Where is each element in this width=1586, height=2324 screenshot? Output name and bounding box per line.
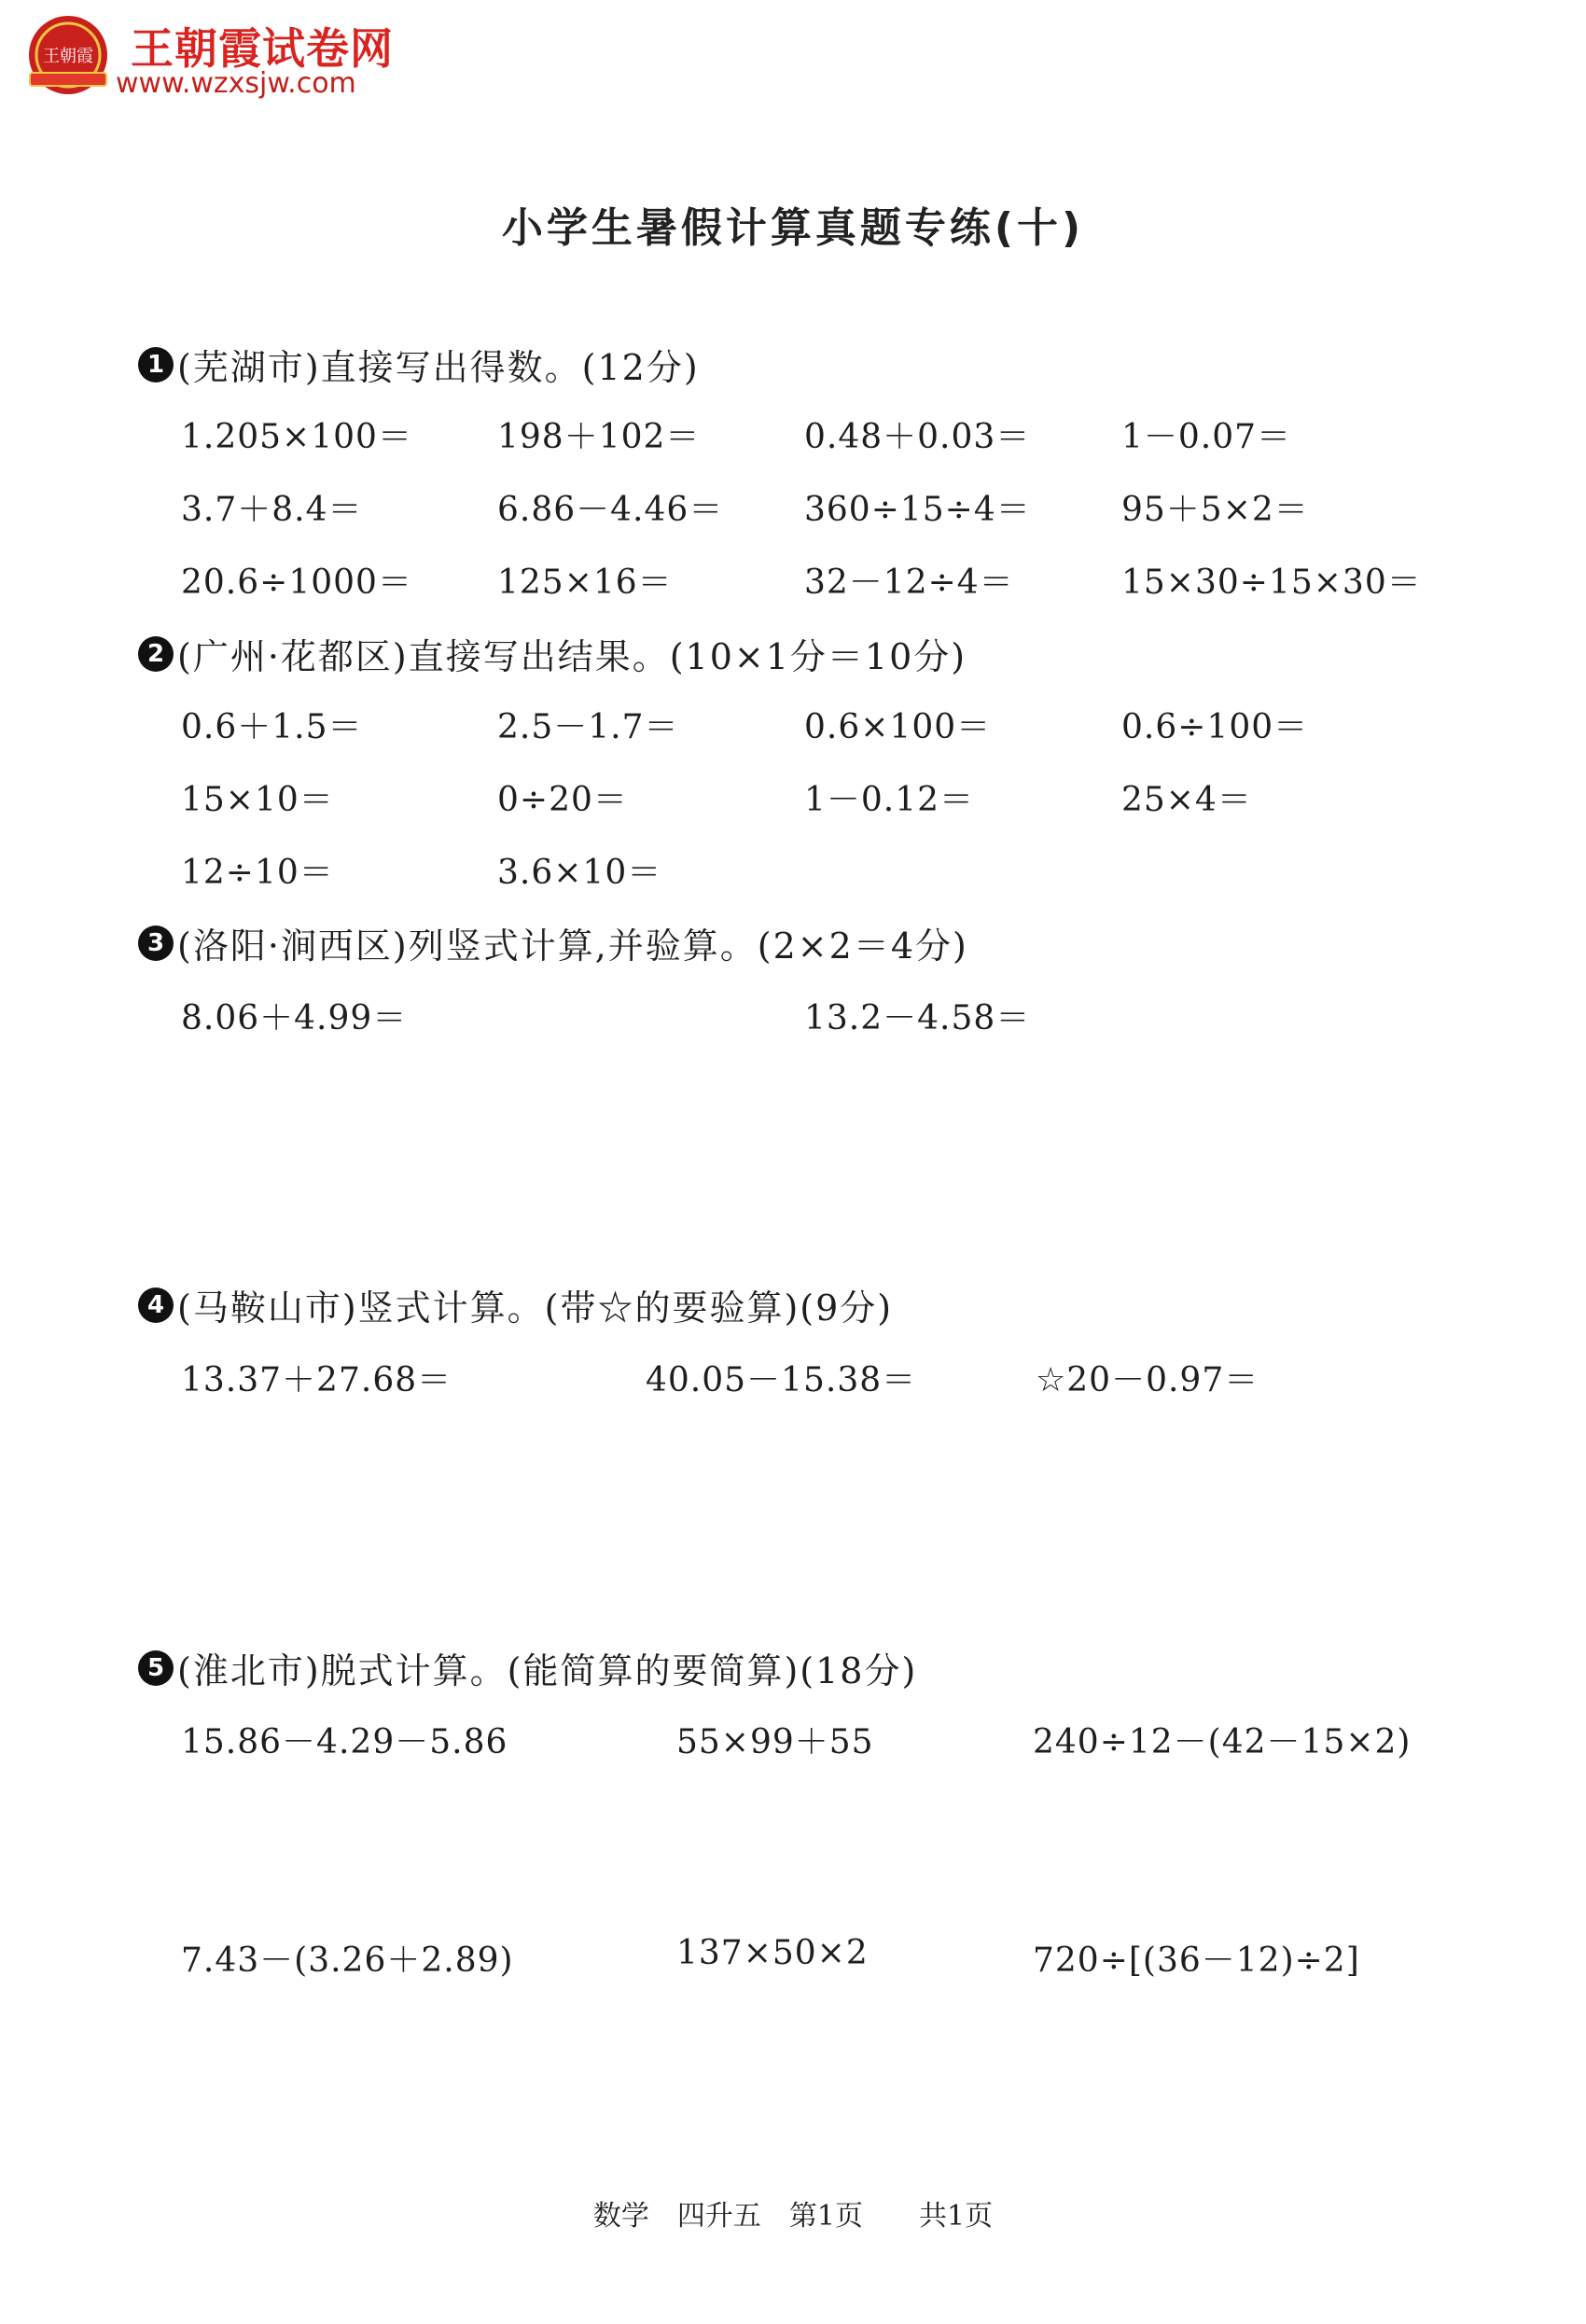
problem-row (0, 992, 1586, 1038)
site-url[interactable]: www.wzxsjw.com (116, 67, 356, 100)
section-4-heading (138, 1279, 893, 1330)
problem: 15×30÷15×30＝ (1121, 564, 1422, 602)
problem: 55×99＋55 (676, 1723, 874, 1761)
section-3-heading (138, 917, 968, 968)
problem: 0.6×100＝ (804, 708, 992, 746)
problem: 198＋102＝ (497, 418, 701, 456)
problem: 1.205×100＝ (181, 418, 412, 456)
site-name: 王朝霞试卷网 (131, 23, 394, 74)
problem: 15×10＝ (181, 781, 334, 819)
section-4-title: (马鞍山市)竖式计算。(带☆的要验算)(9分) (177, 1287, 894, 1329)
page-title: 小学生暑假计算真题专练(十) (501, 204, 1085, 252)
problem-row (0, 556, 1586, 603)
section-2-heading (138, 628, 967, 679)
problem-row (0, 773, 1586, 820)
problem: 125×16＝ (497, 564, 673, 602)
problem: 40.05－15.38＝ (646, 1361, 917, 1399)
problem: 15.86－4.29－5.86 (181, 1723, 508, 1761)
section-3-title: (洛阳·涧西区)列竖式计算,并验算。(2×2＝4分) (177, 925, 968, 967)
problem: 720÷[(36－12)÷2] (1033, 1941, 1360, 1980)
problem: 3.6×10＝ (497, 854, 662, 892)
problem: 25×4＝ (1121, 781, 1252, 819)
problem: 240÷12－(42－15×2) (1033, 1723, 1412, 1761)
section-5-heading (138, 1642, 917, 1693)
problem: 1－0.07＝ (1121, 418, 1292, 456)
problem: 8.06＋4.99＝ (181, 999, 408, 1037)
svg-text:王朝霞: 王朝霞 (43, 47, 93, 66)
section-2-title: (广州·花都区)直接写出结果。(10×1分＝10分) (177, 636, 967, 677)
seal-icon (26, 13, 110, 97)
problem: 20.6÷1000＝ (181, 564, 412, 602)
number-badge-icon: 5 (138, 1650, 174, 1686)
problem: 360÷15÷4＝ (804, 491, 1031, 529)
problem: 7.43－(3.26＋2.89) (181, 1941, 514, 1980)
problem-row (0, 483, 1586, 530)
problem: 0÷20＝ (497, 781, 628, 819)
problem: 137×50×2 (676, 1934, 869, 1972)
number-badge-icon: 1 (138, 347, 174, 383)
problem: 0.48＋0.03＝ (804, 418, 1031, 456)
problem: 1－0.12＝ (804, 781, 975, 819)
problem: 13.37＋27.68＝ (181, 1361, 452, 1399)
problem: 13.2－4.58＝ (804, 999, 1031, 1037)
problem: 95＋5×2＝ (1121, 491, 1309, 529)
problem-row (0, 1354, 1586, 1400)
problem-row (0, 846, 1586, 893)
number-badge-icon: 2 (138, 636, 174, 672)
section-1-title: (芜湖市)直接写出得数。(12分) (177, 347, 700, 388)
number-badge-icon: 4 (138, 1287, 174, 1323)
site-logo (26, 9, 418, 103)
section-5-title: (淮北市)脱式计算。(能简算的要简算)(18分) (177, 1650, 918, 1691)
problem-row (0, 1716, 1586, 1762)
problem: 2.5－1.7＝ (497, 708, 679, 746)
problem: 6.86－4.46＝ (497, 491, 724, 529)
problem: 12÷10＝ (181, 854, 334, 892)
page-footer: 数学 四升五 第1页 共1页 (592, 2200, 994, 2233)
problem: 0.6÷100＝ (1121, 708, 1309, 746)
problem-row (0, 1934, 1586, 1981)
problem: 32－12÷4＝ (804, 564, 1014, 602)
section-1-heading (138, 339, 700, 390)
problem-row (0, 411, 1586, 457)
problem: 3.7＋8.4＝ (181, 491, 363, 529)
number-badge-icon: 3 (138, 925, 174, 961)
problem: 0.6＋1.5＝ (181, 708, 363, 746)
problem-row (0, 701, 1586, 747)
problem: ☆20－0.97＝ (1036, 1361, 1259, 1399)
